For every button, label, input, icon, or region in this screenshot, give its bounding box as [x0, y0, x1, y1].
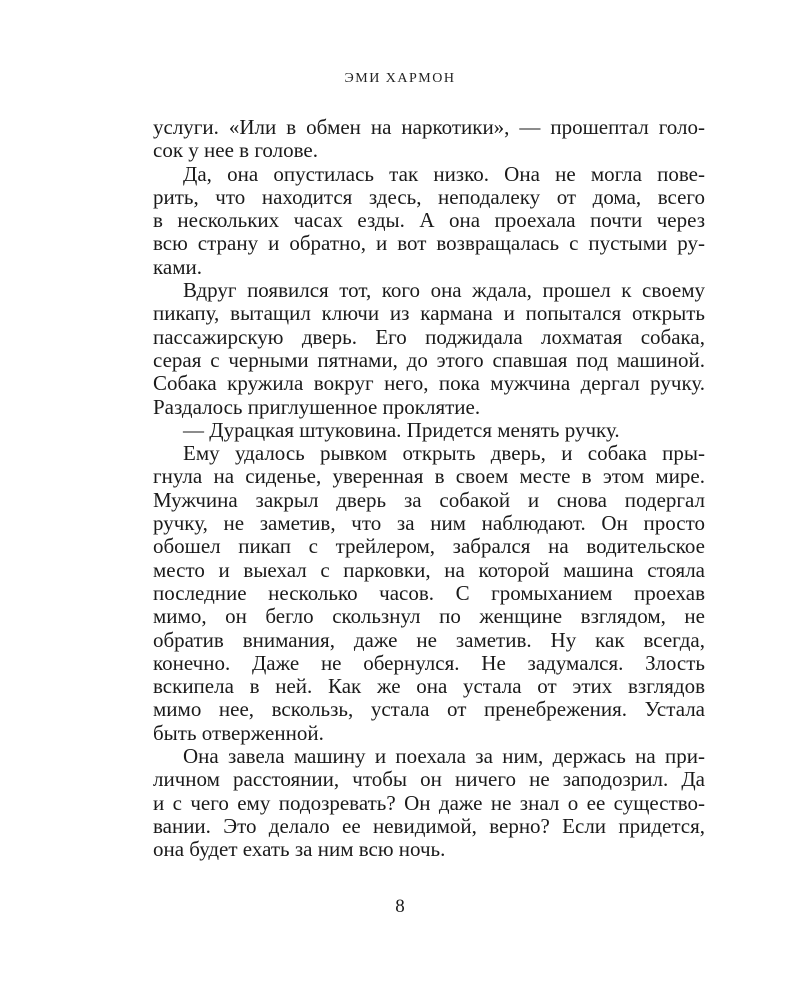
text-line: Раздалось приглушенное проклятие.: [153, 394, 481, 419]
text-line: обратив внимания, даже не заметив. Ну как всегда,: [153, 627, 705, 652]
text-line: место и выехал с парковки, на которой машина стояла: [153, 557, 705, 582]
text-line: — Дурацкая штуковина. Придется менять ручку.: [183, 417, 620, 442]
text-line: быть отверженной.: [153, 720, 324, 745]
text-line: и с чего ему подозревать? Он даже не знал о ее существо-: [153, 790, 705, 815]
text-line: мимо, он бегло скользнул по женщине взглядом, не: [153, 604, 705, 629]
text-line: вскипела в ней. Как же она устала от этих взглядов: [153, 674, 705, 699]
text-line: последние несколько часов. С громыханием проехав: [153, 580, 705, 605]
text-line: гнула на сиденье, уверенная в своем месте в этом мире.: [153, 464, 705, 489]
text-line: она будет ехать за ним всю ночь.: [153, 837, 446, 862]
text-line: вании. Это делало ее невидимой, верно? Если придется,: [153, 813, 705, 838]
text-line: всю страну и обратно, и вот возвращалась с пустыми ру-: [153, 231, 705, 256]
text-line: Она завела машину и поехала за ним, держась на при-: [183, 744, 705, 769]
text-line: Ему удалось рывком открыть дверь, и собака пры-: [183, 441, 705, 466]
text-line: личном расстоянии, чтобы он ничего не заподозрил. Да: [153, 767, 705, 792]
text-line: серая с черными пятнами, до этого спавшая под машиной.: [153, 347, 705, 372]
text-line: рить, что находится здесь, неподалеку от дома, всего: [153, 184, 705, 209]
page-number: 8: [395, 896, 405, 917]
text-line: сок у нее в голове.: [153, 138, 318, 163]
text-line: в нескольких часах езды. А она проехала почти через: [153, 208, 705, 233]
text-line: Мужчина закрыл дверь за собакой и снова подергал: [153, 487, 705, 512]
text-line: конечно. Даже не обернулся. Не задумался. Злость: [153, 650, 705, 675]
text-line: мимо нее, вскользь, устала от пренебрежения. Устала: [153, 697, 705, 722]
text-line: пикапу, вытащил ключи из кармана и попытался открыть: [153, 301, 705, 326]
text-line: Собака кружила вокруг него, пока мужчина дергал ручку.: [153, 371, 705, 396]
running-head: ЭМИ ХАРМОН: [344, 71, 456, 86]
text-line: ручку, не заметив, что за ним наблюдают. Он просто: [153, 511, 705, 536]
text-line: пассажирскую дверь. Его поджидала лохматая собака,: [153, 324, 705, 349]
text-line: ками.: [153, 254, 202, 279]
text-line: услуги. «Или в обмен на наркотики», — прошептал голо-: [153, 115, 705, 139]
body-text: [153, 116, 705, 862]
text-line: обошел пикап с трейлером, забрался на водительское: [153, 534, 705, 559]
text-line: Да, она опустилась так низко. Она не могла пове-: [183, 161, 705, 186]
text-line: Вдруг появился тот, кого она ждала, прошел к своему: [183, 278, 705, 303]
